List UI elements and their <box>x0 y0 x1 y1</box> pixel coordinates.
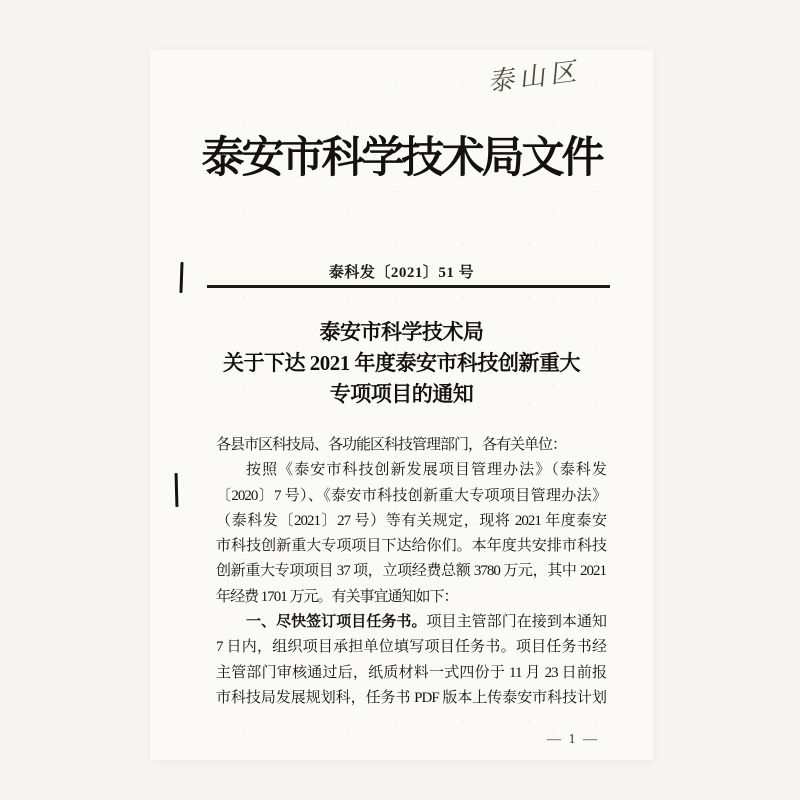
body-line: （泰科发〔2021〕27 号）等有关规定，现将 2021 年度泰安 <box>216 512 606 529</box>
body-line: 创新重大专项项目 37 项，立项经费总额 3780 万元，其中 2021 <box>216 563 606 580</box>
header-divider <box>207 285 610 288</box>
body-line: 市科技创新重大专项项目下达给你们。本年度共安排市科技 <box>216 538 606 555</box>
body-line-salutation: 各县市区科技局、各功能区科技管理部门，各有关单位： <box>216 437 567 453</box>
margin-binding-mark <box>175 473 179 507</box>
body-line: 按照《泰安市科技创新发展项目管理办法》（泰科发 <box>246 462 606 479</box>
body-item-1-heading: 一、尽快签订项目任务书。 <box>246 614 427 631</box>
body-line: 〔2020〕7 号）、《泰安市科技创新重大专项项目管理办法》 <box>216 487 606 504</box>
body-item-1-text: 项目主管部门在接到本通知 <box>426 614 606 631</box>
body-line-item-1 <box>216 610 606 635</box>
body-line: 年经费 1701 万元。有关事宜通知如下： <box>216 588 458 605</box>
margin-binding-mark <box>179 262 183 293</box>
page-number: — 1 — <box>547 732 599 747</box>
body-line: 主管部门审核通过后，纸质材料一式四份于 11 月 23 日前报 <box>216 664 606 681</box>
notice-title-line3: 专项项目的通知 <box>329 382 474 406</box>
handwritten-note: 泰山区 <box>488 56 584 98</box>
notice-title <box>150 317 653 410</box>
notice-body <box>216 433 606 711</box>
document-page <box>150 50 653 760</box>
body-line: 市科技局发展规划科，任务书 PDF 版本上传泰安市科技计划 <box>216 689 606 706</box>
document-header-title: 泰安市科学技术局文件 <box>201 135 602 182</box>
notice-title-line1: 泰安市科学技术局 <box>319 320 484 344</box>
body-line: 7 日内，组织项目承担单位填写项目任务书。项目任务书经 <box>216 639 606 656</box>
notice-title-line2: 关于下达 2021 年度泰安市科技创新重大 <box>223 351 580 375</box>
document-number: 泰科发〔2021〕51 号 <box>328 265 475 281</box>
